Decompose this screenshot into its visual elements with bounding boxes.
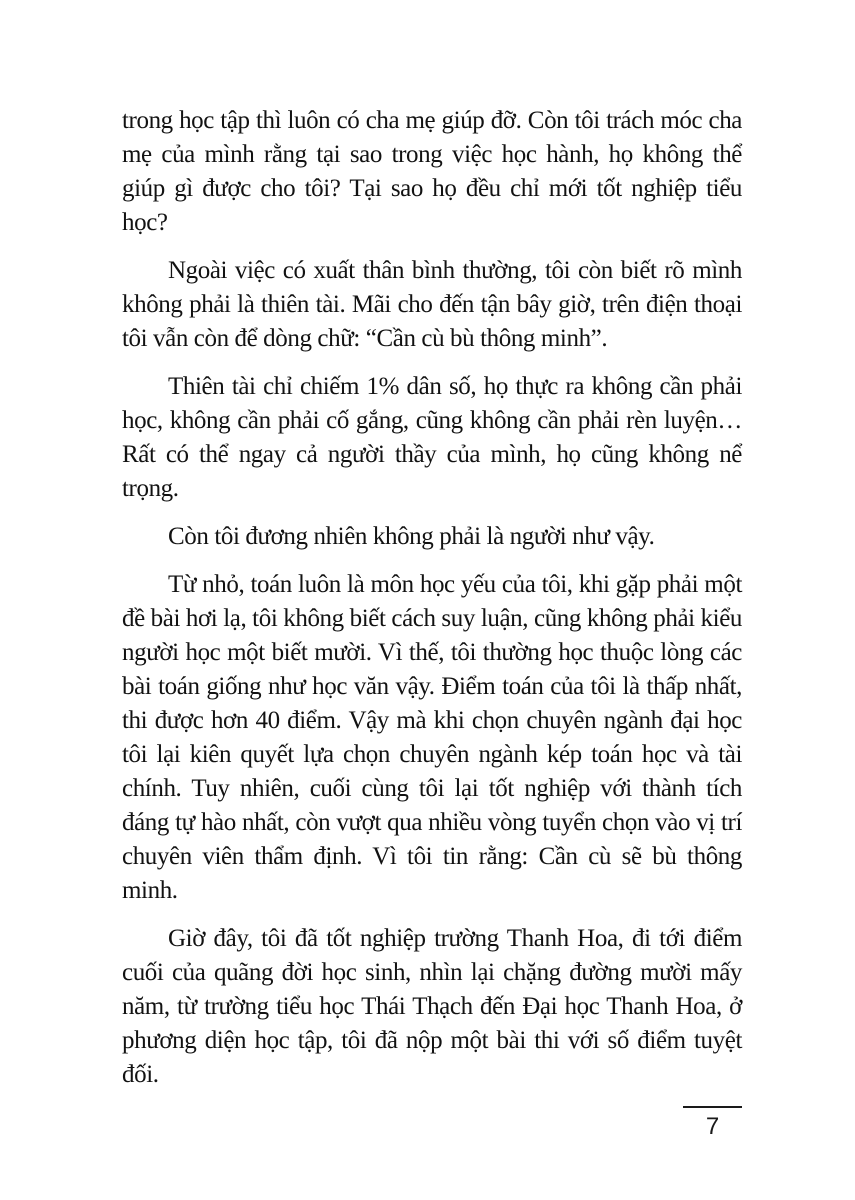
paragraph: Giờ đây, tôi đã tốt nghiệp trường Thanh Hoa, đi tới điểm cuối của quãng đời học sinh, nhìn lại chặng đường mười mấy năm, từ trường tiểu học Thái Thạch đến Đại học Thanh Hoa, ở phương diện học tập, tôi đã nộp một bài thi với số điểm tuyệt đối. <box>122 925 742 1088</box>
page-number: 7 <box>705 1113 720 1140</box>
paragraph: Còn tôi đương nhiên không phải là người như vậy. <box>168 523 655 550</box>
page-footer <box>683 1106 742 1140</box>
footer-divider <box>683 1106 742 1108</box>
paragraph: Thiên tài chỉ chiếm 1% dân số, họ thực ra không cần phải học, không cần phải cố gắng, cũng không cần phải rèn luyện… Rất có thể ngay cả người thầy của mình, họ cũng không nể trọng. <box>122 373 742 502</box>
paragraph-continuation: trong học tập thì luôn có cha mẹ giúp đỡ. Còn tôi trách móc cha mẹ của mình rằng tại sao trong việc học hành, họ không thể giúp gì được cho tôi? Tại sao họ đều chỉ mới tốt nghiệp tiểu học? <box>122 107 742 236</box>
page-body-text <box>122 104 742 1106</box>
paragraph: Ngoài việc có xuất thân bình thường, tôi còn biết rõ mình không phải là thiên tài. Mãi cho đến tận bây giờ, trên điện thoại tôi vẫn còn để dòng chữ: “Cần cù bù thông minh”. <box>122 257 742 352</box>
paragraph: Từ nhỏ, toán luôn là môn học yếu của tôi, khi gặp phải một đề bài hơi lạ, tôi không biết cách suy luận, cũng không phải kiểu người học một biết mười. Vì thế, tôi thường học thuộc lòng các bài toán giống như học văn vậy. Điểm toán của tôi là thấp nhất, thi được hơn 40 điểm. Vậy mà khi chọn chuyên ngành đại học tôi lại kiên quyết lựa chọn chuyên ngành kép toán học và tài chính. Tuy nhiên, cuối cùng tôi lại tốt nghiệp với thành tích đáng tự hào nhất, còn vượt qua nhiều vòng tuyển chọn vào vị trí chuyên viên thẩm định. Vì tôi tin rằng: Cần cù sẽ bù thông minh. <box>122 571 742 904</box>
